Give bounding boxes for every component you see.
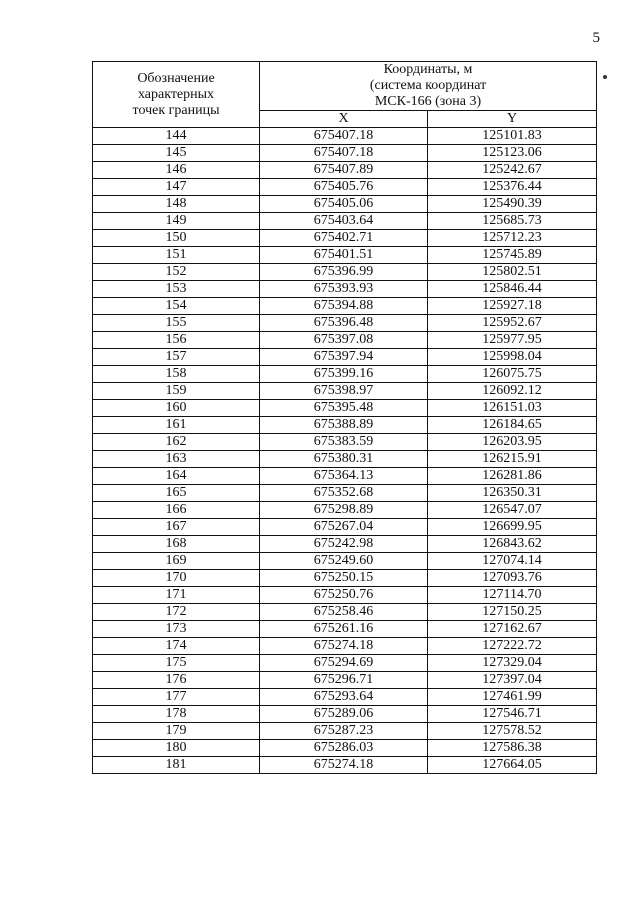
y-coordinate-cell: 127546.71	[428, 706, 597, 723]
coordinates-column-header: Координаты, м (система координат МСК-166 (зона 3)	[260, 62, 597, 111]
table-row	[93, 213, 597, 230]
table-row	[93, 536, 597, 553]
x-coordinate-cell: 675397.94	[260, 349, 428, 366]
y-coordinate-cell: 125952.67	[428, 315, 597, 332]
x-coordinate-cell: 675397.08	[260, 332, 428, 349]
y-coordinate-cell: 125745.89	[428, 247, 597, 264]
x-coordinate-cell: 675388.89	[260, 417, 428, 434]
y-coordinate-cell: 127222.72	[428, 638, 597, 655]
table-row	[93, 366, 597, 383]
x-coordinate-cell: 675249.60	[260, 553, 428, 570]
page-number: 5	[592, 30, 600, 46]
point-id-cell: 174	[93, 638, 260, 655]
coordinates-table	[92, 61, 597, 774]
table-row	[93, 264, 597, 281]
x-coordinate-cell: 675393.93	[260, 281, 428, 298]
x-coordinate-cell: 675398.97	[260, 383, 428, 400]
table-row	[93, 196, 597, 213]
point-id-cell: 178	[93, 706, 260, 723]
y-coordinate-cell: 127329.04	[428, 655, 597, 672]
table-row	[93, 604, 597, 621]
y-coordinate-cell: 125101.83	[428, 128, 597, 145]
x-coordinate-cell: 675289.06	[260, 706, 428, 723]
point-id-cell: 160	[93, 400, 260, 417]
table-row	[93, 757, 597, 774]
y-coordinate-cell: 125977.95	[428, 332, 597, 349]
y-coordinate-cell: 126350.31	[428, 485, 597, 502]
y-coordinate-cell: 127114.70	[428, 587, 597, 604]
y-coordinate-cell: 126203.95	[428, 434, 597, 451]
y-coordinate-cell: 125376.44	[428, 179, 597, 196]
y-coordinate-cell: 126215.91	[428, 451, 597, 468]
x-coordinate-cell: 675403.64	[260, 213, 428, 230]
table-row	[93, 621, 597, 638]
point-id-cell: 173	[93, 621, 260, 638]
point-column-header: Обозначение характерных точек границы	[93, 62, 260, 128]
table-row	[93, 434, 597, 451]
y-coordinate-cell: 127586.38	[428, 740, 597, 757]
x-coordinate-cell: 675407.18	[260, 145, 428, 162]
point-id-cell: 152	[93, 264, 260, 281]
x-column-header: X	[260, 111, 428, 128]
point-id-cell: 176	[93, 672, 260, 689]
x-coordinate-cell: 675407.89	[260, 162, 428, 179]
point-id-cell: 180	[93, 740, 260, 757]
x-coordinate-cell: 675294.69	[260, 655, 428, 672]
x-coordinate-cell: 675258.46	[260, 604, 428, 621]
point-id-cell: 145	[93, 145, 260, 162]
table-row	[93, 230, 597, 247]
y-coordinate-cell: 125927.18	[428, 298, 597, 315]
x-coordinate-cell: 675401.51	[260, 247, 428, 264]
table-row	[93, 179, 597, 196]
y-coordinate-cell: 127461.99	[428, 689, 597, 706]
y-coordinate-cell: 126075.75	[428, 366, 597, 383]
x-coordinate-cell: 675274.18	[260, 757, 428, 774]
point-id-cell: 155	[93, 315, 260, 332]
y-coordinate-cell: 125242.67	[428, 162, 597, 179]
x-coordinate-cell: 675396.99	[260, 264, 428, 281]
y-coordinate-cell: 127664.05	[428, 757, 597, 774]
point-id-cell: 161	[93, 417, 260, 434]
table-row	[93, 689, 597, 706]
table-row	[93, 519, 597, 536]
point-id-cell: 162	[93, 434, 260, 451]
x-coordinate-cell: 675380.31	[260, 451, 428, 468]
point-id-cell: 158	[93, 366, 260, 383]
y-coordinate-cell: 127578.52	[428, 723, 597, 740]
point-id-cell: 150	[93, 230, 260, 247]
table-row	[93, 400, 597, 417]
point-id-cell: 179	[93, 723, 260, 740]
table-row	[93, 332, 597, 349]
point-id-cell: 154	[93, 298, 260, 315]
x-coordinate-cell: 675261.16	[260, 621, 428, 638]
table-row	[93, 162, 597, 179]
point-id-cell: 148	[93, 196, 260, 213]
y-coordinate-cell: 127162.67	[428, 621, 597, 638]
point-id-cell: 153	[93, 281, 260, 298]
table-row	[93, 128, 597, 145]
table-row	[93, 315, 597, 332]
point-id-cell: 146	[93, 162, 260, 179]
table-row	[93, 485, 597, 502]
y-coordinate-cell: 126184.65	[428, 417, 597, 434]
x-coordinate-cell: 675296.71	[260, 672, 428, 689]
table-row	[93, 349, 597, 366]
table-row	[93, 655, 597, 672]
table-row	[93, 723, 597, 740]
y-coordinate-cell: 126281.86	[428, 468, 597, 485]
x-coordinate-cell: 675352.68	[260, 485, 428, 502]
x-coordinate-cell: 675242.98	[260, 536, 428, 553]
point-id-cell: 165	[93, 485, 260, 502]
point-id-cell: 177	[93, 689, 260, 706]
point-id-cell: 172	[93, 604, 260, 621]
x-coordinate-cell: 675405.06	[260, 196, 428, 213]
table-row	[93, 740, 597, 757]
table-row	[93, 570, 597, 587]
x-coordinate-cell: 675407.18	[260, 128, 428, 145]
y-coordinate-cell: 125685.73	[428, 213, 597, 230]
table-body	[93, 128, 597, 774]
y-coordinate-cell: 127150.25	[428, 604, 597, 621]
x-coordinate-cell: 675293.64	[260, 689, 428, 706]
y-coordinate-cell: 125802.51	[428, 264, 597, 281]
point-id-cell: 149	[93, 213, 260, 230]
point-id-cell: 169	[93, 553, 260, 570]
x-coordinate-cell: 675399.16	[260, 366, 428, 383]
table-row	[93, 706, 597, 723]
x-coordinate-cell: 675267.04	[260, 519, 428, 536]
point-id-cell: 159	[93, 383, 260, 400]
table-row	[93, 502, 597, 519]
point-id-cell: 164	[93, 468, 260, 485]
table-row	[93, 553, 597, 570]
scan-mark	[603, 75, 607, 79]
table-row	[93, 672, 597, 689]
y-coordinate-cell: 125712.23	[428, 230, 597, 247]
table-row	[93, 145, 597, 162]
x-coordinate-cell: 675274.18	[260, 638, 428, 655]
y-coordinate-cell: 127074.14	[428, 553, 597, 570]
point-id-cell: 144	[93, 128, 260, 145]
point-id-cell: 171	[93, 587, 260, 604]
y-coordinate-cell: 126547.07	[428, 502, 597, 519]
table-row	[93, 281, 597, 298]
point-id-cell: 163	[93, 451, 260, 468]
table-row	[93, 638, 597, 655]
x-coordinate-cell: 675286.03	[260, 740, 428, 757]
x-coordinate-cell: 675298.89	[260, 502, 428, 519]
table-row	[93, 468, 597, 485]
x-coordinate-cell: 675396.48	[260, 315, 428, 332]
x-coordinate-cell: 675250.15	[260, 570, 428, 587]
x-coordinate-cell: 675394.88	[260, 298, 428, 315]
point-id-cell: 157	[93, 349, 260, 366]
y-coordinate-cell: 126843.62	[428, 536, 597, 553]
y-coordinate-cell: 127397.04	[428, 672, 597, 689]
table-row	[93, 383, 597, 400]
point-id-cell: 175	[93, 655, 260, 672]
point-id-cell: 166	[93, 502, 260, 519]
table-row	[93, 451, 597, 468]
table-row	[93, 298, 597, 315]
point-id-cell: 147	[93, 179, 260, 196]
y-coordinate-cell: 126151.03	[428, 400, 597, 417]
table-row	[93, 247, 597, 264]
x-coordinate-cell: 675250.76	[260, 587, 428, 604]
point-id-cell: 168	[93, 536, 260, 553]
point-id-cell: 151	[93, 247, 260, 264]
y-coordinate-cell: 125490.39	[428, 196, 597, 213]
table-row	[93, 587, 597, 604]
point-id-cell: 167	[93, 519, 260, 536]
x-coordinate-cell: 675405.76	[260, 179, 428, 196]
x-coordinate-cell: 675287.23	[260, 723, 428, 740]
point-id-cell: 181	[93, 757, 260, 774]
y-coordinate-cell: 125123.06	[428, 145, 597, 162]
point-id-cell: 170	[93, 570, 260, 587]
x-coordinate-cell: 675395.48	[260, 400, 428, 417]
point-id-cell: 156	[93, 332, 260, 349]
y-coordinate-cell: 127093.76	[428, 570, 597, 587]
y-coordinate-cell: 125846.44	[428, 281, 597, 298]
y-coordinate-cell: 126092.12	[428, 383, 597, 400]
x-coordinate-cell: 675364.13	[260, 468, 428, 485]
x-coordinate-cell: 675402.71	[260, 230, 428, 247]
y-coordinate-cell: 126699.95	[428, 519, 597, 536]
y-column-header: Y	[428, 111, 597, 128]
table-row	[93, 417, 597, 434]
x-coordinate-cell: 675383.59	[260, 434, 428, 451]
y-coordinate-cell: 125998.04	[428, 349, 597, 366]
